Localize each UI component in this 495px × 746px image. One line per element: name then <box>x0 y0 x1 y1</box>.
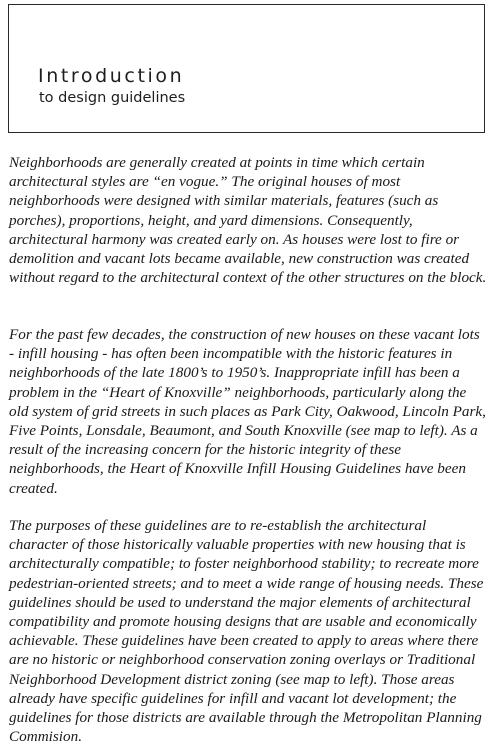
intro-paragraph-1: Neighborhoods are generally created at points in time which certain architectural styles are “en vogue.” The original houses of most neighborhoods were designed with similar materials, features (such as porches), proportions, height, and yard dimensions. Consequently, architectural harmony was created early on. As houses were lost to fire or demolition and vacant lots became available, new construction was created without regard to the architectural context of the other structures on the block. <box>9 154 487 287</box>
title-box <box>8 4 485 133</box>
intro-paragraph-3: The purposes of these guidelines are to re-establish the architectural character of those historically valuable properties with new housing that is architecturally compatible; to foster neighborhood stability; to recreate more pedestrian-oriented streets; and to meet a wide range of housing needs. These guidelines should be used to understand the major elements of architectural compatibility and promote housing designs that are usable and economically achievable. These guidelines have been created to apply to areas where there are no historic or neighborhood conservation zoning overlays or Traditional Neighborhood Development district zoning (see map to left). Those areas already have specific guidelines for infill and vacant lot development; the guidelines for those districts are available through the Metropolitan Planning Commision. <box>9 517 484 746</box>
section-subtitle: to design guidelines <box>39 90 186 106</box>
intro-paragraph-2: For the past few decades, the construction of new houses on these vacant lots - infill housing - has often been incompatible with the historic features in neighborhoods of the late 1800’s to 1950’s. Inappropriate infill has been a problem in the “Heart of Knoxville” neighborhoods, particularly along the old system of grid streets in such places as Park City, Oakwood, Lincoln Park, Five Points, Lonsdale, Beaumont, and South Knoxville (see map to left). As a result of the increasing concern for the historic integrity of these neighborhoods, the Heart of Knoxville Infill Housing Guidelines have been created. <box>9 326 486 497</box>
section-title: Introduction <box>38 65 185 87</box>
